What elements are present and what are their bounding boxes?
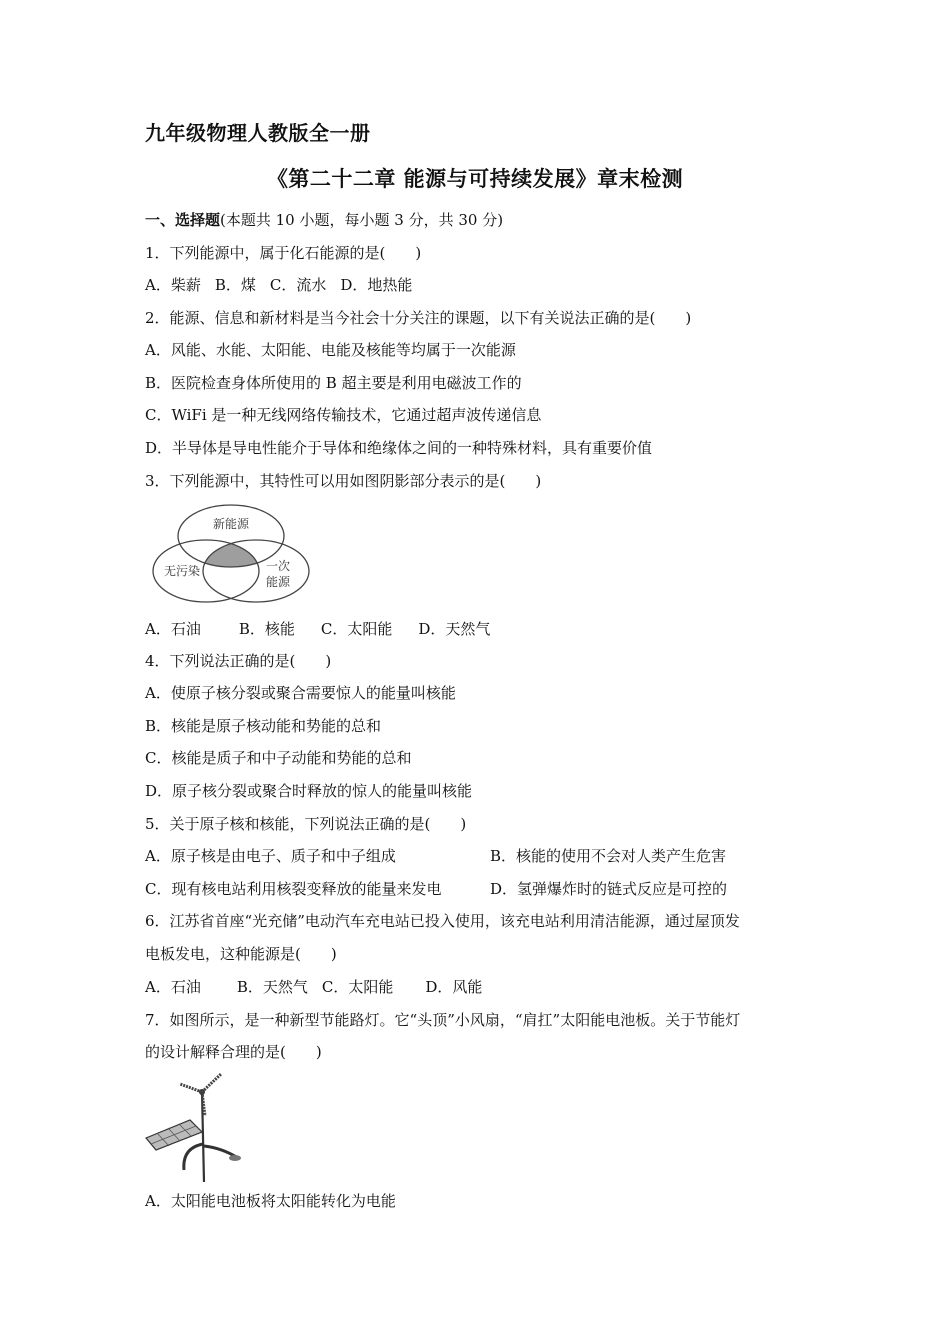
section-heading (145, 210, 503, 230)
q5-option-b: B．核能的使用不会对人类产生危害 (490, 847, 727, 865)
q1-option-c: C．流水 (269, 276, 327, 294)
q6-stem-line2: 电板发电，这种能源是( ) (145, 945, 337, 963)
q6-option-d: D．风能 (425, 978, 483, 996)
document-title: 九年级物理人教版全一册 (145, 121, 371, 145)
section-heading-note: (本题共 10 小题，每小题 3 分，共 30 分) (220, 211, 504, 229)
q1-options (145, 275, 412, 295)
lamp-head (229, 1155, 241, 1161)
q5-option-c: C．现有核电站利用核裂变释放的能量来发电 (145, 880, 442, 898)
q5-option-d: D．氢弹爆炸时的链式反应是可控的 (490, 880, 728, 898)
section-heading-label: 一、选择题 (145, 211, 221, 229)
q3-option-a: A．石油 (145, 620, 201, 638)
fan-blade-2 (180, 1084, 202, 1092)
q4-option-c: C．核能是质子和中子动能和势能的总和 (145, 749, 412, 767)
fan-blade-1 (202, 1074, 221, 1092)
q5-stem: 5．关于原子核和核能，下列说法正确的是( ) (145, 815, 467, 833)
q6-option-b: B．天然气 (236, 978, 308, 996)
q1-option-d: D．地热能 (340, 276, 413, 294)
q2-option-a: A．风能、水能、太阳能、电能及核能等均属于一次能源 (145, 341, 516, 359)
q6-option-a: A．石油 (145, 978, 201, 996)
q4-option-a: A．使原子核分裂或聚合需要惊人的能量叫核能 (145, 684, 456, 702)
q3-option-c: C．太阳能 (320, 620, 393, 638)
q7-stem-line2: 的设计解释合理的是( ) (145, 1043, 322, 1061)
q2-option-d: D．半导体是导电性能介于导体和绝缘体之间的一种特殊材料，具有重要价值 (145, 439, 653, 457)
q5-options-row1 (145, 846, 805, 866)
q4-option-b: B．核能是原子核动能和势能的总和 (145, 717, 382, 735)
q5-options-row2 (145, 879, 805, 899)
street-lamp-figure (142, 1070, 247, 1182)
q2-option-c: C．WiFi 是一种无线网络传输技术，它通过超声波传递信息 (145, 406, 542, 424)
venn-label-right-2: 能源 (265, 575, 291, 589)
q1-option-b: B．煤 (214, 276, 256, 294)
q3-stem: 3．下列能源中，其特性可以用如图阴影部分表示的是( ) (145, 472, 542, 490)
q5-option-a: A．原子核是由电子、质子和中子组成 (145, 847, 396, 865)
q4-stem: 4．下列说法正确的是( ) (145, 652, 332, 670)
lamp-arm (184, 1144, 203, 1170)
q4-option-d: D．原子核分裂或聚合时释放的惊人的能量叫核能 (145, 782, 473, 800)
venn-diagram (148, 500, 318, 610)
q6-option-c: C．太阳能 (321, 978, 394, 996)
venn-label-top: 新能源 (212, 517, 250, 531)
q3-options (145, 619, 490, 639)
venn-label-left: 无污染 (163, 564, 201, 578)
q6-stem-line1: 6．江苏省首座“光充储”电动汽车充电站已投入使用，该充电站利用清洁能源，通过屋顶发 (145, 912, 740, 930)
q6-options (145, 977, 482, 997)
q3-option-b: B．核能 (238, 620, 295, 638)
q1-option-a: A．柴薪 (145, 276, 201, 294)
venn-label-right-1: 一次 (265, 559, 291, 573)
document-subtitle: 《第二十二章 能源与可持续发展》章末检测 (266, 167, 684, 191)
q3-option-d: D．天然气 (418, 620, 491, 638)
q2-option-b: B．医院检查身体所使用的 B 超主要是利用电磁波工作的 (145, 374, 522, 392)
q2-stem: 2．能源、信息和新材料是当今社会十分关注的课题，以下有关说法正确的是( ) (145, 309, 692, 327)
q7-stem-line1: 7．如图所示，是一种新型节能路灯。它“头顶”小风扇，“肩扛”太阳能电池板。关于节能灯 (145, 1011, 741, 1029)
venn-circle-primary-energy (203, 540, 309, 602)
q1-stem: 1．下列能源中，属于化石能源的是( ) (145, 244, 422, 262)
q7-option-a: A．太阳能电池板将太阳能转化为电能 (145, 1192, 396, 1210)
